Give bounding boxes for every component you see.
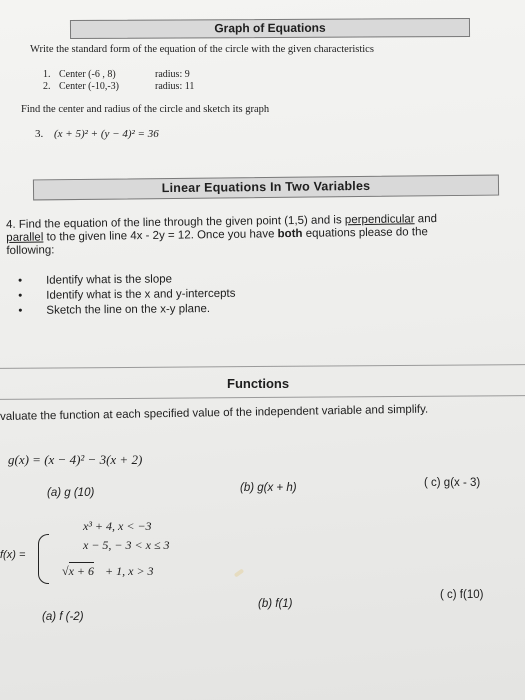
question-4-line-3: following: [6,244,55,257]
f-case-3 [62,564,154,579]
item-radius: radius: 11 [155,81,195,92]
q4-perpendicular: perpendicular [344,213,415,227]
q4-task-list [18,273,236,320]
section-header-label: Graph of Equations [214,20,326,36]
section-header-functions [227,376,289,391]
q4-text: 4. Find the equation of the line through the given point (1,5) and is [6,214,345,231]
section-header-graph-of-equations [70,18,470,39]
f-case-2: x − 5, − 3 < x ≤ 3 [83,538,170,552]
g-definition: g(x) = (x − 4)² − 3(x + 2) [8,452,143,467]
sqrt-symbol: √ [62,564,69,578]
circle-instruction: Write the standard form of the equation of the circle with the given characteristics [30,44,374,55]
f-part-c: ( c) f(10) [440,589,484,601]
section-header-linear-equations [33,175,499,201]
divider [0,395,525,400]
g-part-a: (a) g (10) [47,487,95,499]
f-part-a: (a) f (-2) [42,611,84,623]
g-part-c: ( c) g(x - 3) [424,477,481,489]
pencil-mark [234,568,244,577]
sqrt-radicand: x + 6 [68,564,95,578]
find-center-instruction: Find the center and radius of the circle and sketch its graph [21,104,270,115]
q4-parallel: parallel [6,231,44,244]
q4-text: equations please do the [302,226,428,240]
functions-instruction: valuate the function at each specified value of the independent variable and simplify. [0,403,429,423]
q4-text: and [414,212,438,226]
f-case-1: x³ + 4, x < −3 [83,519,152,533]
piecewise-brace [38,534,49,584]
question-3 [35,128,159,140]
list-item: • Identify what is the slope [18,273,235,290]
g-part-b: (b) g(x + h) [240,482,297,494]
section-header-label: Functions [227,376,290,391]
item-center: Center (-6 , 8) [59,69,116,80]
section-header-label: Linear Equations In Two Variables [161,178,371,196]
list-item: • Sketch the line on the x-y plane. [18,303,235,320]
question-number: 3. [35,128,44,140]
item-number: 2. [43,81,51,92]
divider [0,364,525,369]
question-4 [6,213,437,258]
circle-equation: (x + 5)² + (y − 4)² = 36 [54,128,159,140]
list-item: • Identify what is the x and y-intercepts [18,288,235,305]
q4-both: both [277,227,303,241]
circle-item-1 [43,69,190,80]
item-number: 1. [43,69,51,80]
q4-text: to the given line 4x - 2y = 12. Once you have [43,228,278,244]
case-remainder: + 1, x > 3 [105,564,154,578]
f-part-b: (b) f(1) [258,598,293,610]
f-label: f(x) = [0,549,26,561]
circle-item-2 [43,81,195,92]
item-center: Center (-10,-3) [59,81,119,92]
item-radius: radius: 9 [155,69,190,80]
bleed-through-text [268,444,271,455]
